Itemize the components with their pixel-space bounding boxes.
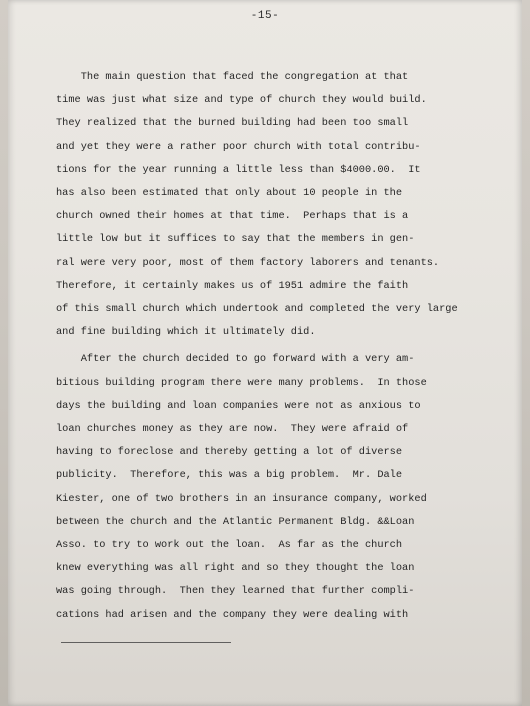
body-text [56,66,466,627]
text-line: The main question that faced the congregation at that [56,71,409,83]
text-line: between the church and the Atlantic Permanent Bldg. &&Loan [56,515,415,528]
text-line: having to foreclose and thereby getting a lot of diverse [56,446,403,459]
text-line: knew everything was all right and so they thought the loan [56,562,415,575]
text-line: ral were very poor, most of them factory laborers and tenants. [56,256,440,269]
text-line: After the church decided to go forward with a very am- [56,353,415,366]
text-line: church owned their homes at that time. Perhaps that is a [56,210,409,223]
text-line: tions for the year running a little less than $4000.00. It [56,163,421,176]
text-line: and fine building which it ultimately did. [56,326,316,339]
text-line: was going through. Then they learned that further compli- [56,585,415,598]
paragraph-1 [56,66,466,344]
text-line: time was just what size and type of church they would build. [56,94,427,107]
text-line: Kiester, one of two brothers in an insurance company, worked [56,492,427,505]
text-line: loan churches money as they are now. They were afraid of [56,423,409,436]
text-line: little low but it suffices to say that the members in gen- [56,233,415,246]
text-line: has also been estimated that only about 10 people in the [56,187,403,200]
typed-page [8,0,522,706]
paragraph-2 [56,348,466,626]
page-number: -15- [250,10,280,22]
text-line: publicity. Therefore, this was a big problem. Mr. Dale [56,469,403,482]
text-line: bitious building program there were many problems. In those [56,376,427,389]
text-line: Therefore, it certainly makes us of 1951 admire the faith [56,279,409,292]
text-line: and yet they were a rather poor church with total contribu- [56,140,421,153]
text-line: days the building and loan companies were not as anxious to [56,399,421,412]
text-line: Asso. to try to work out the loan. As far as the church [56,539,403,552]
text-line: cations had arisen and the company they were dealing with [56,608,409,621]
footnote-rule [61,642,231,643]
text-line: of this small church which undertook and completed the very large [56,303,458,316]
text-line: They realized that the burned building had been too small [56,117,409,130]
